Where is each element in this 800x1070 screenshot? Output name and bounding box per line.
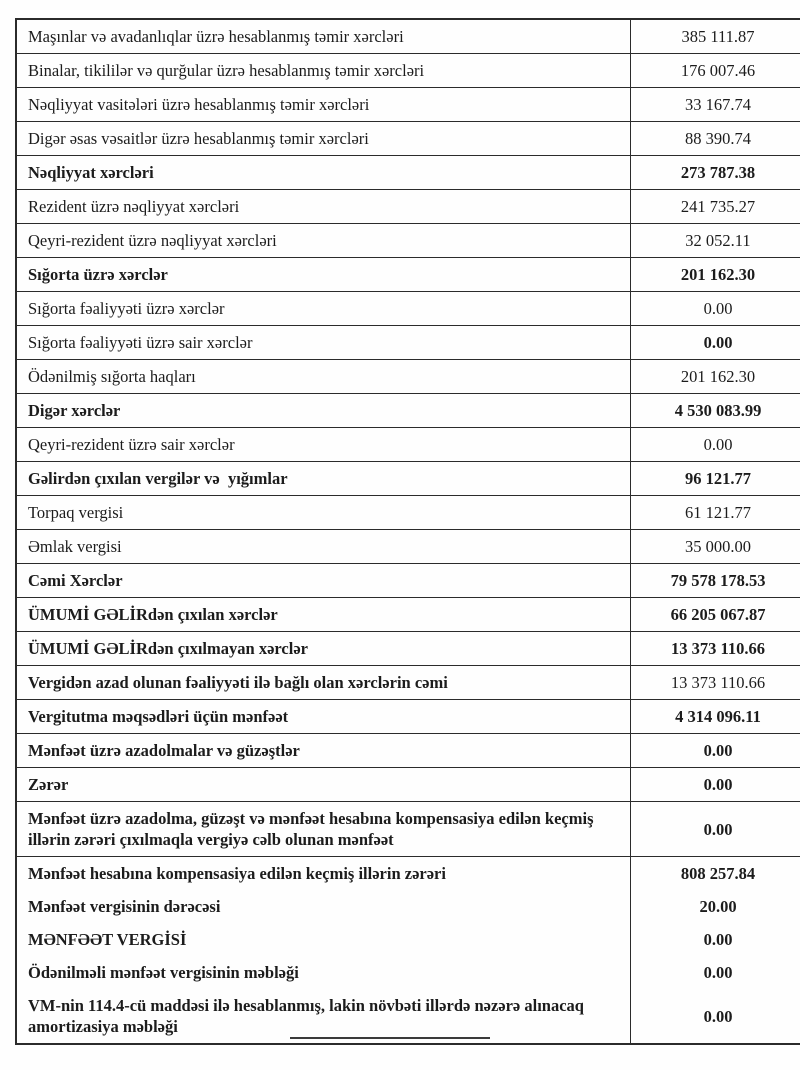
table-row xyxy=(16,258,800,292)
row-label: Ödənilmiş sığorta haqları xyxy=(16,360,631,394)
table-row xyxy=(16,292,800,326)
row-label: MƏNFƏƏT VERGİSİ xyxy=(16,923,631,956)
table-row xyxy=(16,564,800,598)
row-label: ÜMUMİ GƏLİRdən çıxılmayan xərclər xyxy=(16,632,631,666)
row-value: 201 162.30 xyxy=(631,258,800,292)
row-value: 0.00 xyxy=(631,292,800,326)
row-label: Digər xərclər xyxy=(16,394,631,428)
row-value: 176 007.46 xyxy=(631,54,800,88)
row-label: Sığorta üzrə xərclər xyxy=(16,258,631,292)
row-label: Cəmi Xərclər xyxy=(16,564,631,598)
row-label: Vergidən azad olunan fəaliyyəti ilə bağlı olan xərclərin cəmi xyxy=(16,666,631,700)
row-label: Sığorta fəaliyyəti üzrə xərclər xyxy=(16,292,631,326)
table-row xyxy=(16,857,800,891)
row-value: 88 390.74 xyxy=(631,122,800,156)
row-label: Nəqliyyat vasitələri üzrə hesablanmış təmir xərcləri xyxy=(16,88,631,122)
row-value: 241 735.27 xyxy=(631,190,800,224)
table-row xyxy=(16,19,800,54)
table-row xyxy=(16,428,800,462)
row-value: 13 373 110.66 xyxy=(631,632,800,666)
table-row xyxy=(16,956,800,989)
row-label: Sığorta fəaliyyəti üzrə sair xərclər xyxy=(16,326,631,360)
row-value: 4 530 083.99 xyxy=(631,394,800,428)
row-label: Zərər xyxy=(16,768,631,802)
row-label: Rezident üzrə nəqliyyat xərcləri xyxy=(16,190,631,224)
table-row xyxy=(16,54,800,88)
table-row xyxy=(16,700,800,734)
table-row xyxy=(16,666,800,700)
scan-partial-line-artifact xyxy=(290,1037,490,1039)
table-row xyxy=(16,224,800,258)
row-value: 96 121.77 xyxy=(631,462,800,496)
table-row xyxy=(16,360,800,394)
row-value: 0.00 xyxy=(631,768,800,802)
row-value: 0.00 xyxy=(631,326,800,360)
table-row xyxy=(16,326,800,360)
table-row xyxy=(16,88,800,122)
expense-table-body xyxy=(16,19,800,1044)
row-label: Binalar, tikililər və qurğular üzrə hesablanmış təmir xərcləri xyxy=(16,54,631,88)
row-value: 808 257.84 xyxy=(631,857,800,891)
table-row xyxy=(16,768,800,802)
row-value: 273 787.38 xyxy=(631,156,800,190)
table-row xyxy=(16,734,800,768)
table-row xyxy=(16,802,800,857)
row-label: Ödənilməli mənfəət vergisinin məbləği xyxy=(16,956,631,989)
row-value: 13 373 110.66 xyxy=(631,666,800,700)
row-label: Mənfəət vergisinin dərəcəsi xyxy=(16,890,631,923)
table-row xyxy=(16,989,800,1044)
row-label: Mənfəət hesabına kompensasiya edilən keçmiş illərin zərəri xyxy=(16,857,631,891)
table-row xyxy=(16,598,800,632)
table-row xyxy=(16,122,800,156)
row-value: 61 121.77 xyxy=(631,496,800,530)
expense-table xyxy=(15,18,800,1045)
table-row xyxy=(16,496,800,530)
row-value: 0.00 xyxy=(703,963,733,982)
row-label: Gəlirdən çıxılan vergilər və yığımlar xyxy=(16,462,631,496)
row-value: 0.00 xyxy=(631,428,800,462)
table-row xyxy=(16,156,800,190)
row-label: Nəqliyyat xərcləri xyxy=(16,156,631,190)
row-label: Mənfəət üzrə azadolmalar və güzəştlər xyxy=(16,734,631,768)
row-label: Mənfəət üzrə azadolma, güzəşt və mənfəət hesabına kompensasiya edilən keçmiş illərin zərəri çıxılmaqla vergiyə cəlb olunan mənfəət xyxy=(16,802,631,857)
row-label: Vergitutma məqsədləri üçün mənfəət xyxy=(16,700,631,734)
row-value: 0.00 xyxy=(631,734,800,768)
row-value: 79 578 178.53 xyxy=(631,564,800,598)
row-label: Qeyri-rezident üzrə nəqliyyat xərcləri xyxy=(16,224,631,258)
row-value: 201 162.30 xyxy=(631,360,800,394)
row-value: 20.00 xyxy=(699,897,737,916)
row-value: 4 314 096.11 xyxy=(631,700,800,734)
row-value: 66 205 067.87 xyxy=(631,598,800,632)
row-value: 0.00 xyxy=(703,930,733,949)
row-value: 32 052.11 xyxy=(631,224,800,258)
table-row xyxy=(16,923,800,956)
row-value: 35 000.00 xyxy=(631,530,800,564)
table-row xyxy=(16,890,800,923)
row-value: 33 167.74 xyxy=(631,88,800,122)
table-row xyxy=(16,530,800,564)
table-row xyxy=(16,632,800,666)
row-label: Əmlak vergisi xyxy=(16,530,631,564)
row-label: Torpaq vergisi xyxy=(16,496,631,530)
table-row xyxy=(16,190,800,224)
row-value: 0.00 xyxy=(703,1006,733,1026)
row-value: 0.00 xyxy=(631,802,800,857)
table-row xyxy=(16,394,800,428)
row-label: Digər əsas vəsaitlər üzrə hesablanmış təmir xərcləri xyxy=(16,122,631,156)
row-value: 385 111.87 xyxy=(681,27,755,46)
row-label: VM-nin 114.4-cü maddəsi ilə hesablanmış, lakin növbəti illərdə nəzərə alınacaq amortizasiya məbləği xyxy=(16,989,631,1044)
table-row xyxy=(16,462,800,496)
row-label: Maşınlar və avadanlıqlar üzrə hesablanmış təmir xərcləri xyxy=(16,19,631,54)
row-label: ÜMUMİ GƏLİRdən çıxılan xərclər xyxy=(16,598,631,632)
row-label: Qeyri-rezident üzrə sair xərclər xyxy=(16,428,631,462)
